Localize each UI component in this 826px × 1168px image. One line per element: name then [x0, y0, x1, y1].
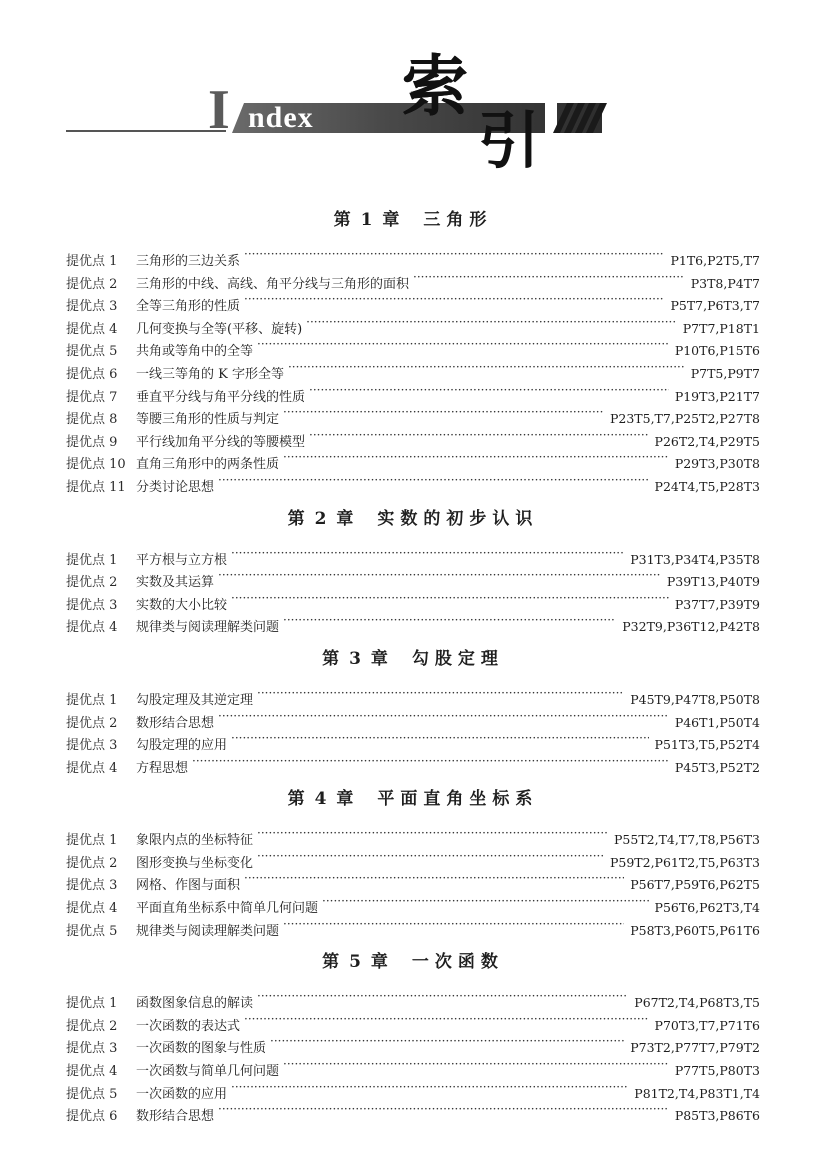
entry-label: 提优点 6 [66, 366, 118, 382]
entry-label: 提优点 4 [66, 321, 118, 337]
entry-label: 提优点 1 [66, 552, 118, 568]
banner-title-char-2: 引 [478, 104, 541, 177]
dot-leader [283, 401, 604, 423]
entry-topic: 分类讨论思想 [136, 479, 215, 495]
entry-label: 提优点 3 [66, 738, 118, 754]
dot-leader [309, 379, 669, 401]
chapter-number: 第 1 章 [333, 210, 402, 230]
dot-leader [413, 266, 685, 288]
entry-topic: 勾股定理及其逆定理 [136, 692, 254, 708]
entry-page-refs: P19T3,P21T7 [674, 388, 760, 404]
entry-page-refs: P73T2,P77T7,P79T2 [630, 1040, 760, 1056]
entry-label: 提优点 5 [66, 344, 118, 360]
entry-label: 提优点 10 [66, 457, 126, 473]
dot-leader [231, 727, 649, 749]
entry-page-refs: P1T6,P2T5,T7 [670, 253, 760, 268]
entry-topic: 一次函数的应用 [136, 1086, 228, 1102]
chapter-name: 勾股定理 [411, 648, 504, 669]
entry-page-refs: P23T5,T7,P25T2,P27T8 [609, 411, 760, 427]
entry-label: 提优点 2 [66, 276, 118, 292]
chapter-4 [66, 784, 760, 939]
entry-topic: 一线三等角的 K 字形全等 [136, 366, 284, 382]
entry-label: 提优点 4 [66, 901, 118, 917]
entry-topic: 实数的大小比较 [136, 597, 228, 613]
entry-page-refs: P45T9,P47T8,P50T8 [630, 691, 760, 707]
chapter-3 [66, 644, 760, 776]
chapter-entries [66, 682, 760, 776]
entry-topic: 一次函数的表达式 [136, 1018, 241, 1034]
entry-label: 提优点 3 [66, 878, 118, 894]
chapter-entries [66, 985, 760, 1125]
dot-leader [257, 985, 628, 1007]
chapter-entries [66, 243, 760, 495]
banner-slash-decoration-icon [560, 103, 600, 133]
banner-index-text: ndex [248, 101, 314, 134]
dot-leader [322, 890, 649, 912]
entry-page-refs: P26T2,T4,P29T5 [654, 433, 760, 449]
entry-label: 提优点 3 [66, 597, 118, 613]
chapter-5 [66, 947, 760, 1125]
dot-leader [283, 913, 624, 935]
entry-topic: 垂直平分线与角平分线的性质 [136, 389, 306, 405]
entry-page-refs: P32T9,P36T12,P42T8 [622, 619, 760, 635]
entry-page-refs: P56T7,P59T6,P62T5 [630, 877, 760, 893]
entry-page-refs: P24T4,T5,P28T3 [654, 478, 760, 494]
entry-page-refs: P37T7,P39T9 [674, 596, 760, 612]
entry-topic: 全等三角形的性质 [136, 299, 241, 315]
entry-label: 提优点 1 [66, 254, 118, 269]
entry-page-refs: P55T2,T4,T7,T8,P56T3 [614, 832, 760, 848]
entry-page-refs: P56T6,P62T3,T4 [654, 900, 760, 916]
index-entry [66, 243, 760, 269]
index-entry [66, 682, 760, 708]
chapter-entries [66, 822, 760, 939]
entry-page-refs: P29T3,P30T8 [674, 456, 760, 472]
dot-leader [231, 1076, 628, 1098]
entry-topic: 实数及其运算 [136, 575, 215, 591]
chapter-1 [66, 205, 760, 495]
dot-leader [218, 705, 669, 727]
dot-leader [283, 609, 616, 631]
entry-label: 提优点 2 [66, 715, 118, 731]
entry-topic: 平行线加角平分线的等腰模型 [136, 434, 306, 450]
entry-label: 提优点 1 [66, 996, 118, 1012]
entry-page-refs: P7T7,P18T1 [682, 320, 760, 336]
entry-label: 提优点 9 [66, 434, 118, 450]
entry-label: 提优点 6 [66, 1109, 118, 1125]
dot-leader [244, 867, 624, 889]
dot-leader [218, 564, 661, 586]
entry-label: 提优点 1 [66, 692, 118, 708]
entry-page-refs: P31T3,P34T4,P35T8 [630, 551, 760, 567]
entry-label: 提优点 1 [66, 833, 118, 849]
index-entry [66, 822, 760, 849]
dot-leader [257, 822, 608, 844]
entry-page-refs: P51T3,T5,P52T4 [654, 737, 760, 753]
entry-page-refs: P85T3,P86T6 [674, 1108, 760, 1124]
entry-page-refs: P77T5,P80T3 [674, 1063, 760, 1079]
entry-label: 提优点 5 [66, 923, 118, 939]
entry-page-refs: P7T5,P9T7 [690, 365, 760, 381]
entry-label: 提优点 8 [66, 412, 118, 428]
dot-leader [218, 1098, 669, 1120]
dot-leader [257, 333, 669, 355]
entry-page-refs: P58T3,P60T5,P61T6 [630, 922, 760, 938]
entry-topic: 三角形的三边关系 [136, 254, 241, 269]
banner-title-char-1: 索 [402, 48, 468, 125]
entry-label: 提优点 4 [66, 620, 118, 636]
chapter-title [66, 644, 760, 674]
entry-topic: 直角三角形中的两条性质 [136, 457, 280, 473]
dot-leader [244, 1008, 649, 1030]
entry-topic: 共角或等角中的全等 [136, 344, 254, 360]
dot-leader [283, 1053, 669, 1075]
banner-index-initial: I [208, 79, 230, 141]
chapter-number: 第 3 章 [322, 648, 390, 669]
entry-label: 提优点 2 [66, 575, 118, 591]
entry-label: 提优点 5 [66, 1086, 118, 1102]
dot-leader [257, 682, 624, 704]
entry-topic: 图形变换与坐标变化 [136, 855, 254, 871]
dot-leader [270, 1030, 624, 1052]
entry-label: 提优点 2 [66, 1018, 118, 1034]
dot-leader [218, 469, 649, 491]
entry-topic: 勾股定理的应用 [136, 738, 228, 754]
entry-topic: 三角形的中线、高线、角平分线与三角形的面积 [136, 276, 410, 292]
entry-topic: 平方根与立方根 [136, 552, 228, 568]
banner-rule-line [66, 130, 226, 132]
entry-page-refs: P59T2,P61T2,T5,P63T3 [609, 854, 760, 870]
entry-label: 提优点 3 [66, 299, 118, 315]
entry-topic: 几何变换与全等(平移、旋转) [136, 321, 303, 337]
entry-topic: 数形结合思想 [136, 715, 215, 731]
chapter-name: 平面直角坐标系 [377, 789, 539, 810]
dot-leader [244, 243, 664, 265]
entry-page-refs: P67T2,T4,P68T3,T5 [634, 995, 760, 1011]
chapter-name: 三角形 [423, 210, 493, 230]
dot-leader [309, 424, 649, 446]
entry-topic: 规律类与阅读理解类问题 [136, 923, 280, 939]
entry-topic: 象限内点的坐标特征 [136, 833, 254, 849]
entry-topic: 数形结合思想 [136, 1109, 215, 1125]
index-banner [0, 0, 826, 190]
entry-label: 提优点 2 [66, 855, 118, 871]
entry-topic: 一次函数与简单几何问题 [136, 1064, 280, 1080]
entry-topic: 规律类与阅读理解类问题 [136, 620, 280, 636]
entry-page-refs: P39T13,P40T9 [666, 574, 760, 590]
chapter-number: 第 5 章 [322, 952, 390, 973]
entry-page-refs: P46T1,P50T4 [674, 714, 760, 730]
entry-label: 提优点 3 [66, 1041, 118, 1057]
chapter-title [66, 784, 760, 814]
entry-label: 提优点 4 [66, 1064, 118, 1080]
dot-leader [257, 845, 604, 867]
entry-topic: 方程思想 [136, 760, 189, 776]
entry-label: 提优点 11 [66, 479, 126, 495]
entry-page-refs: P45T3,P52T2 [674, 759, 760, 775]
dot-leader [231, 542, 624, 564]
chapter-entries [66, 542, 760, 636]
index-content [66, 205, 760, 1133]
chapter-name: 一次函数 [411, 952, 504, 973]
chapter-title [66, 504, 760, 534]
chapter-number: 第 4 章 [287, 789, 356, 810]
dot-leader [288, 356, 685, 378]
entry-page-refs: P10T6,P15T6 [674, 343, 760, 359]
entry-topic: 等腰三角形的性质与判定 [136, 412, 280, 428]
entry-topic: 一次函数的图象与性质 [136, 1041, 267, 1057]
dot-leader [244, 288, 664, 310]
dot-leader [306, 311, 677, 333]
entry-page-refs: P81T2,T4,P83T1,T4 [634, 1085, 760, 1101]
entry-topic: 平面直角坐标系中简单几何问题 [136, 901, 319, 917]
chapter-title [66, 947, 760, 977]
chapter-number: 第 2 章 [287, 508, 356, 529]
entry-page-refs: P70T3,T7,P71T6 [654, 1017, 760, 1033]
dot-leader [283, 446, 669, 468]
entry-page-refs: P5T7,P6T3,T7 [670, 298, 760, 314]
chapter-title [66, 205, 760, 235]
entry-label: 提优点 7 [66, 389, 118, 405]
entry-topic: 函数图象信息的解读 [136, 996, 254, 1012]
dot-leader [192, 750, 669, 772]
index-entry [66, 985, 760, 1012]
chapter-2 [66, 504, 760, 636]
entry-topic: 网格、作图与面积 [136, 878, 241, 894]
entry-label: 提优点 4 [66, 760, 118, 776]
index-entry [66, 542, 760, 568]
entry-page-refs: P3T8,P4T7 [690, 275, 760, 291]
chapter-name: 实数的初步认识 [377, 508, 539, 529]
dot-leader [231, 587, 669, 609]
